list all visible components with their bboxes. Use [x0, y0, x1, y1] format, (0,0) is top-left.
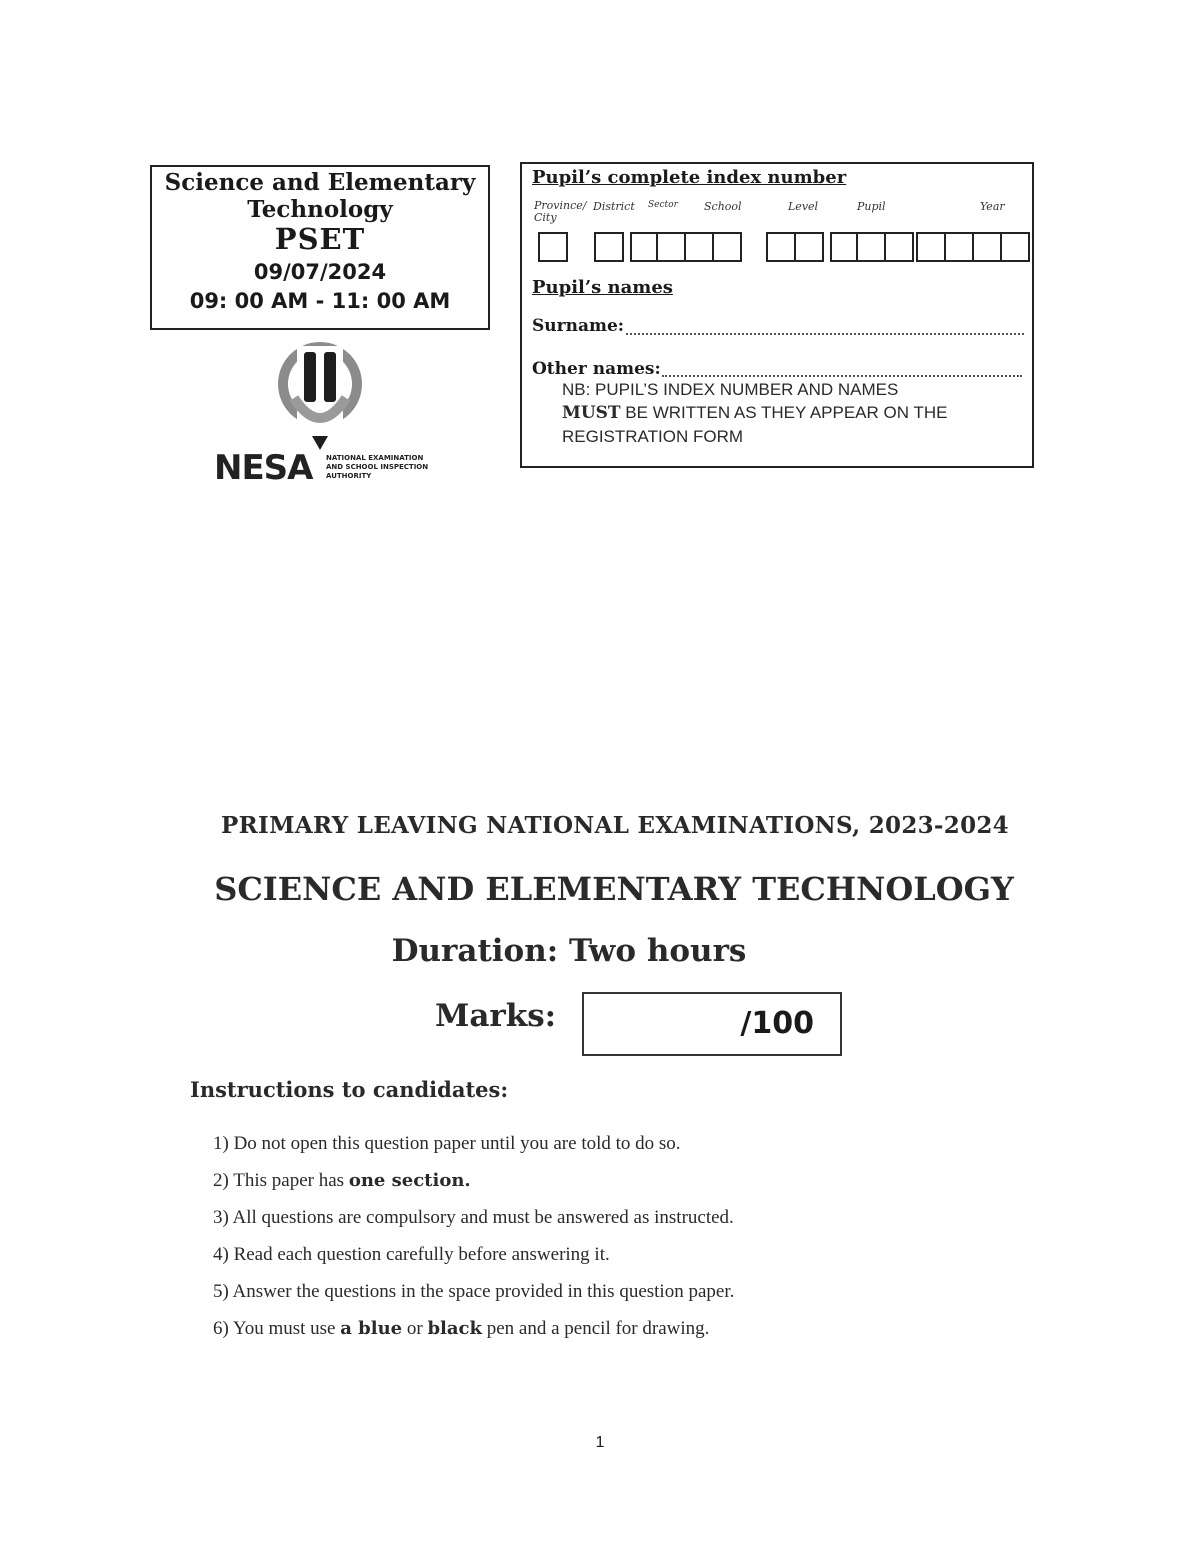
instructions-list	[213, 1125, 973, 1347]
note-line-3: REGISTRATION FORM	[562, 427, 744, 446]
surname-label: Surname:	[532, 316, 625, 336]
instruction-bold: a blue	[340, 1318, 403, 1339]
marks-box[interactable]	[582, 992, 842, 1056]
instruction-number: 6)	[213, 1318, 229, 1339]
instruction-text: All questions are compulsory and must be answered as instructed.	[232, 1207, 734, 1228]
nesa-wordmark: NESA	[214, 448, 313, 488]
note-line-2-rest: BE WRITTEN AS THEY APPEAR ON THE	[620, 403, 948, 422]
note-line-1: NB: PUPIL’S INDEX NUMBER AND NAMES	[562, 380, 899, 399]
nesa-subtitle-line-1: NATIONAL EXAMINATION	[326, 454, 424, 462]
instruction-number: 1)	[213, 1133, 229, 1154]
column-label-level: Level	[788, 200, 819, 213]
exam-title: PRIMARY LEAVING NATIONAL EXAMINATIONS, 2023-2024	[221, 812, 1009, 839]
index-number-title: Pupil’s complete index number	[532, 167, 847, 188]
instructions-title: Instructions to candidates:	[190, 1077, 509, 1102]
marks-total: /100	[740, 1006, 814, 1041]
nesa-logo	[212, 338, 452, 488]
note-line-2	[562, 401, 1022, 425]
column-label-school: School	[704, 200, 742, 213]
digit-box[interactable]	[658, 232, 686, 262]
page-number: 1	[595, 1434, 605, 1451]
instruction-item	[213, 1162, 973, 1199]
digit-box[interactable]	[796, 232, 824, 262]
digit-box[interactable]	[886, 232, 914, 262]
instruction-text: pen and a pencil for drawing.	[482, 1318, 710, 1339]
instruction-number: 2)	[213, 1170, 229, 1191]
digit-group-year	[916, 232, 1030, 262]
subject-code: PSET	[274, 222, 366, 256]
instruction-bold: one section.	[348, 1170, 471, 1191]
instruction-number: 4)	[213, 1244, 229, 1265]
column-label-district: District	[593, 200, 635, 213]
digit-box[interactable]	[714, 232, 742, 262]
digit-box[interactable]	[946, 232, 974, 262]
instruction-item	[213, 1236, 973, 1273]
column-label-pupil: Pupil	[857, 200, 886, 213]
digit-group-province	[538, 232, 568, 262]
digit-box[interactable]	[830, 232, 858, 262]
digit-box[interactable]	[916, 232, 946, 262]
instruction-text: You must use	[232, 1318, 341, 1339]
other-names-field[interactable]	[662, 374, 1022, 377]
instruction-text: Answer the questions in the space provided in this question paper.	[232, 1281, 735, 1302]
instruction-item	[213, 1310, 973, 1347]
digit-box[interactable]	[630, 232, 658, 262]
digit-box[interactable]	[858, 232, 886, 262]
registration-note	[562, 378, 1022, 448]
instruction-bold: black	[427, 1318, 482, 1339]
subject-header-box	[150, 165, 490, 330]
digit-group-level-pupil	[766, 232, 914, 262]
instruction-number: 3)	[213, 1207, 229, 1228]
instruction-number: 5)	[213, 1281, 229, 1302]
pupil-names-title: Pupil’s names	[532, 277, 673, 298]
exam-time: 09: 00 AM - 11: 00 AM	[189, 289, 451, 313]
nesa-subtitle-line-3: AUTHORITY	[326, 472, 372, 480]
instruction-item	[213, 1273, 973, 1310]
instruction-text: or	[402, 1318, 428, 1339]
pupil-index-box	[520, 162, 1034, 468]
digit-box[interactable]	[686, 232, 714, 262]
surname-field[interactable]	[626, 332, 1024, 335]
nesa-subtitle-line-2: AND SCHOOL INSPECTION	[326, 463, 429, 471]
digit-box[interactable]	[538, 232, 568, 262]
column-label-sector: Sector	[648, 200, 678, 210]
exam-date: 09/07/2024	[253, 260, 387, 284]
digit-group-district-sector-school	[594, 232, 742, 262]
marks-label: Marks:	[435, 998, 557, 1034]
other-names-label: Other names:	[532, 359, 661, 379]
instruction-item	[213, 1199, 973, 1236]
digit-box[interactable]	[594, 232, 624, 262]
digit-box[interactable]	[1002, 232, 1030, 262]
instruction-text: Do not open this question paper until you are told to do so.	[233, 1133, 681, 1154]
subject-line-2: Technology	[247, 196, 393, 223]
column-label-province: Province/ City	[534, 199, 587, 224]
digit-box[interactable]	[974, 232, 1002, 262]
instruction-text: This paper has	[233, 1170, 349, 1191]
duration: Duration: Two hours	[391, 933, 747, 969]
note-must: MUST	[562, 403, 621, 423]
nesa-subtitle	[326, 454, 428, 481]
column-label-year: Year	[980, 200, 1005, 213]
subject-title: SCIENCE AND ELEMENTARY TECHNOLOGY	[214, 870, 1014, 908]
digit-box[interactable]	[766, 232, 796, 262]
instruction-item	[213, 1125, 973, 1162]
instruction-text: Read each question carefully before answering it.	[233, 1244, 610, 1265]
subject-line-1: Science and Elementary	[164, 169, 476, 196]
